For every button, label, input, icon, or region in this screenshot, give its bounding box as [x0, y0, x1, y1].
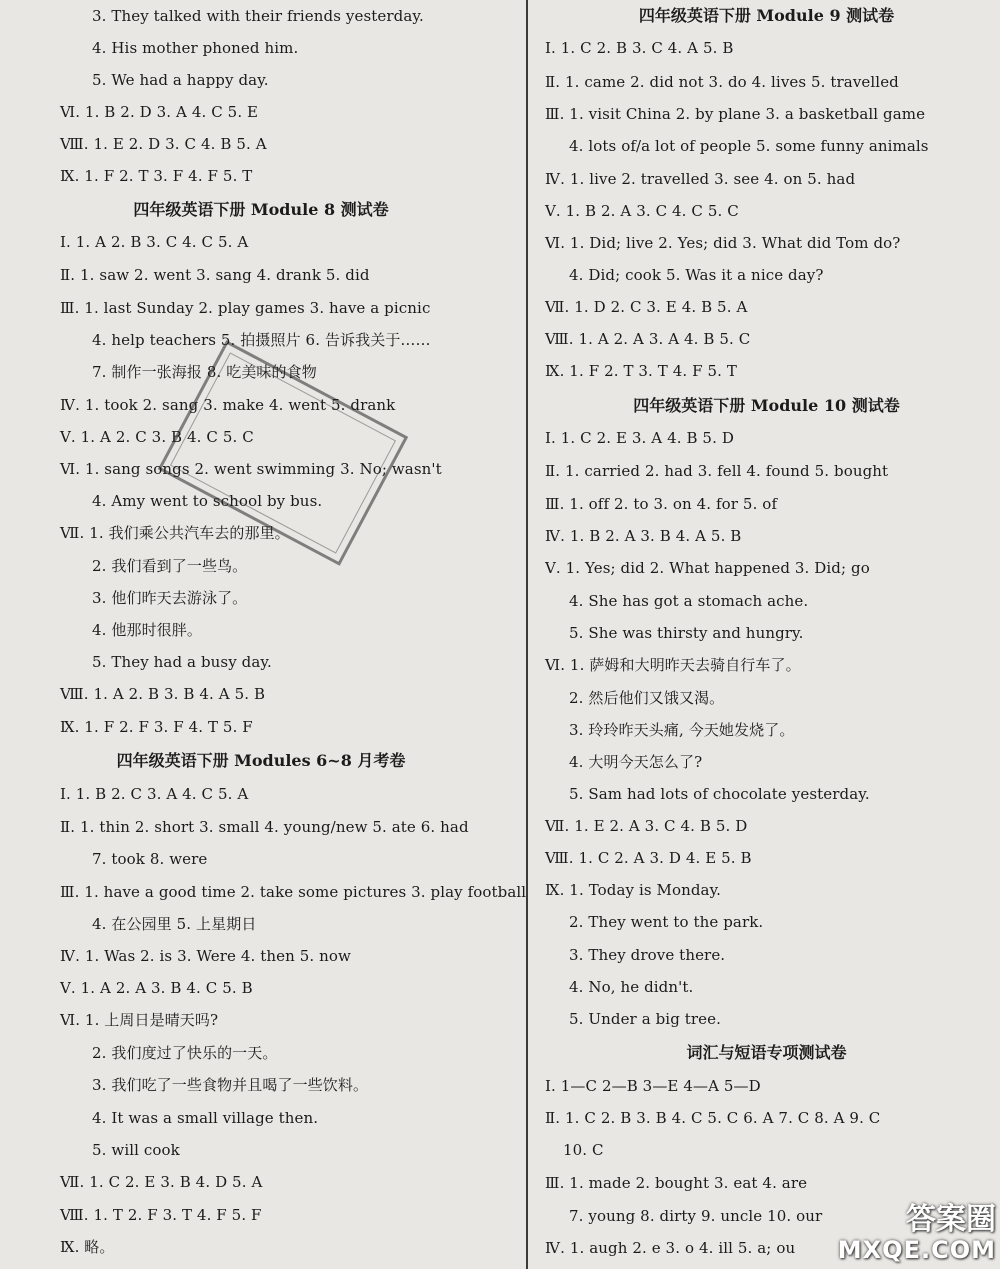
answer-line: Ⅰ. 1. C 2. E 3. A 4. B 5. D — [545, 429, 734, 447]
answer-line: 3. 他们昨天去游泳了。 — [92, 589, 248, 607]
answer-line: 4. His mother phoned him. — [92, 39, 299, 57]
answer-line: 3. 玲玲昨天头痛, 今天她发烧了。 — [569, 721, 795, 739]
answer-line: Ⅸ. 略。 — [60, 1238, 115, 1256]
column-divider — [526, 0, 528, 1269]
answer-line: Ⅷ. 1. C 2. A 3. D 4. E 5. B — [545, 849, 752, 867]
answer-line: 2. 我们度过了快乐的一天。 — [92, 1044, 278, 1062]
section-heading: 四年级英语下册 Module 10 测试卷 — [633, 396, 900, 415]
answer-line: 10. C — [563, 1141, 604, 1159]
answer-line: Ⅳ. 1. live 2. travelled 3. see 4. on 5. had — [545, 170, 856, 188]
answer-line: Ⅷ. 1. A 2. B 3. B 4. A 5. B — [60, 685, 266, 703]
answer-line: 7. young 8. dirty 9. uncle 10. our — [569, 1207, 823, 1225]
answer-line: 4. help teachers 5. 拍摄照片 6. 告诉我关于…… — [92, 331, 431, 349]
answer-line: 2. 我们看到了一些鸟。 — [92, 557, 248, 575]
answer-line: 7. took 8. were — [92, 850, 208, 868]
answer-line: 4. It was a small village then. — [92, 1109, 319, 1127]
answer-line: Ⅳ. 1. augh 2. e 3. o 4. ill 5. a; ou — [545, 1239, 796, 1257]
answer-line: Ⅱ. 1. carried 2. had 3. fell 4. found 5. bought — [545, 462, 889, 480]
answer-line: 4. 大明今天怎么了? — [569, 753, 703, 771]
answer-line: Ⅰ. 1—C 2—B 3—E 4—A 5—D — [545, 1077, 761, 1095]
answer-line: 5. Sam had lots of chocolate yesterday. — [569, 785, 870, 803]
answer-line: 3. 我们吃了一些食物并且喝了一些饮料。 — [92, 1076, 369, 1094]
answer-line: Ⅱ. 1. thin 2. short 3. small 4. young/new 5. ate 6. had — [60, 818, 469, 836]
answer-line: 4. Amy went to school by bus. — [92, 492, 323, 510]
answer-line: Ⅲ. 1. off 2. to 3. on 4. for 5. of — [545, 495, 778, 513]
answer-line: Ⅶ. 1. D 2. C 3. E 4. B 5. A — [545, 298, 748, 316]
answer-line: Ⅳ. 1. B 2. A 3. B 4. A 5. B — [545, 527, 742, 545]
answer-line: Ⅲ. 1. made 2. bought 3. eat 4. are — [545, 1174, 808, 1192]
answer-line: Ⅵ. 1. B 2. D 3. A 4. C 5. E — [60, 103, 259, 121]
answer-line: Ⅷ. 1. T 2. F 3. T 4. F 5. F — [60, 1206, 262, 1224]
site-watermark — [838, 1203, 996, 1263]
answer-line: Ⅵ. 1. sang songs 2. went swimming 3. No; wasn't — [60, 460, 442, 478]
answer-line: 4. lots of/a lot of people 5. some funny animals — [569, 137, 929, 155]
answer-line: Ⅵ. 1. 萨姆和大明昨天去骑自行车了。 — [545, 656, 801, 674]
answer-line: Ⅴ. 1. B 2. A 3. C 4. C 5. C — [545, 202, 739, 220]
answer-line: 5. She was thirsty and hungry. — [569, 624, 804, 642]
answer-line: 4. No, he didn't. — [569, 978, 694, 996]
answer-line: Ⅸ. 1. F 2. F 3. F 4. T 5. F — [60, 718, 253, 736]
answer-line: Ⅲ. 1. last Sunday 2. play games 3. have a picnic — [60, 299, 431, 317]
answer-line: 5. will cook — [92, 1141, 180, 1159]
answer-line: Ⅶ. 1. C 2. E 3. B 4. D 5. A — [60, 1173, 263, 1191]
answer-line: Ⅳ. 1. Was 2. is 3. Were 4. then 5. now — [60, 947, 351, 965]
answer-line: 7. 制作一张海报 8. 吃美味的食物 — [92, 363, 317, 381]
section-heading: 四年级英语下册 Module 8 测试卷 — [133, 200, 389, 219]
answer-line: Ⅴ. 1. A 2. C 3. B 4. C 5. C — [60, 428, 254, 446]
answer-line: Ⅶ. 1. 我们乘公共汽车去的那里。 — [60, 524, 290, 542]
answer-line: Ⅸ. 1. F 2. T 3. T 4. F 5. T — [545, 362, 738, 380]
watermark-en: MXQE.COM — [837, 1236, 996, 1264]
answer-line: 4. Did; cook 5. Was it a nice day? — [569, 266, 824, 284]
answer-line: Ⅳ. 1. took 2. sang 3. make 4. went 5. drank — [60, 396, 396, 414]
answer-line: Ⅲ. 1. visit China 2. by plane 3. a basketball game — [545, 105, 926, 123]
answer-line: 5. They had a busy day. — [92, 653, 272, 671]
answer-line: 4. 在公园里 5. 上星期日 — [92, 915, 257, 933]
answer-line: Ⅱ. 1. came 2. did not 3. do 4. lives 5. travelled — [545, 73, 899, 91]
answer-line: Ⅴ. 1. A 2. A 3. B 4. C 5. B — [60, 979, 253, 997]
answer-line: 5. Under a big tree. — [569, 1010, 721, 1028]
section-heading: 词汇与短语专项测试卷 — [686, 1043, 847, 1062]
answer-line: Ⅱ. 1. C 2. B 3. B 4. C 5. C 6. A 7. C 8. A 9. C — [545, 1109, 881, 1127]
answer-line: Ⅰ. 1. A 2. B 3. C 4. C 5. A — [60, 233, 249, 251]
answer-line: Ⅶ. 1. E 2. A 3. C 4. B 5. D — [545, 817, 748, 835]
answer-line: 2. 然后他们又饿又渴。 — [569, 689, 725, 707]
section-heading: 四年级英语下册 Module 9 测试卷 — [638, 6, 895, 25]
answer-line: 4. 他那时很胖。 — [92, 621, 202, 639]
answer-line: 4. She has got a stomach ache. — [569, 592, 809, 610]
answer-line: Ⅸ. 1. Today is Monday. — [545, 881, 722, 899]
answer-line: Ⅷ. 1. E 2. D 3. C 4. B 5. A — [60, 135, 267, 153]
answer-line: Ⅱ. 1. saw 2. went 3. sang 4. drank 5. did — [60, 266, 370, 284]
answer-line: Ⅷ. 1. A 2. A 3. A 4. B 5. C — [545, 330, 751, 348]
answer-line: Ⅸ. 1. F 2. T 3. F 4. F 5. T — [60, 167, 253, 185]
answer-line: Ⅴ. 1. Yes; did 2. What happened 3. Did; go — [545, 559, 870, 577]
answer-line: Ⅰ. 1. B 2. C 3. A 4. C 5. A — [60, 785, 249, 803]
section-heading: 四年级英语下册 Modules 6~8 月考卷 — [116, 751, 406, 770]
watermark-cn: 答案圈 — [906, 1202, 996, 1237]
answer-line: 3. They drove there. — [569, 946, 726, 964]
answer-line: 3. They talked with their friends yesterday. — [92, 7, 424, 25]
answer-line: 2. They went to the park. — [569, 913, 764, 931]
answer-line: Ⅵ. 1. Did; live 2. Yes; did 3. What did Tom do? — [545, 234, 901, 252]
answer-line: 5. We had a happy day. — [92, 71, 269, 89]
answer-line: Ⅰ. 1. C 2. B 3. C 4. A 5. B — [545, 39, 734, 57]
answer-line: Ⅵ. 1. 上周日是晴天吗? — [60, 1011, 219, 1029]
answer-line: Ⅲ. 1. have a good time 2. take some pictures 3. play football — [60, 883, 527, 901]
